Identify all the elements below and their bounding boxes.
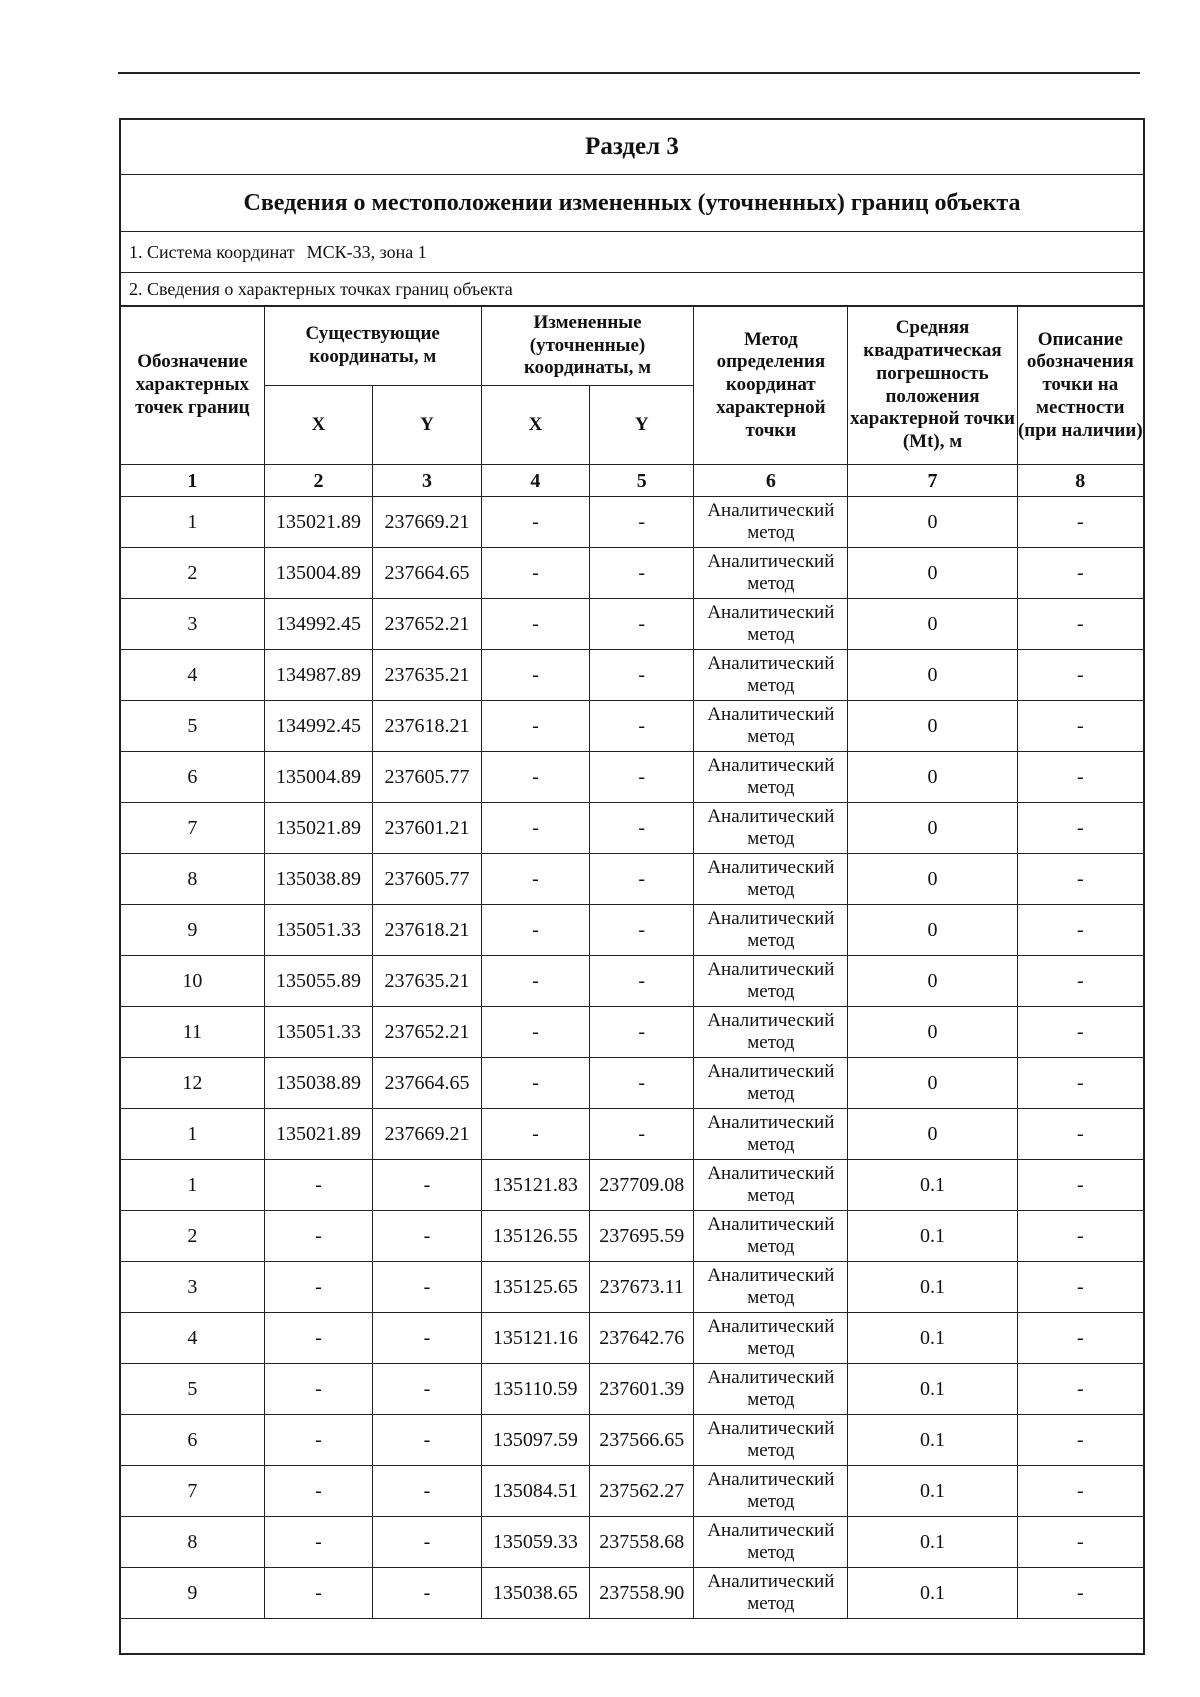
coord-system-value: МСК-33, зона 1	[306, 241, 427, 262]
column-number: 4	[481, 465, 589, 497]
existing-x-cell: -	[264, 1262, 372, 1313]
column-number: 3	[373, 465, 482, 497]
table-row	[121, 1313, 1143, 1364]
point-description-cell: -	[1017, 701, 1143, 752]
point-designation-cell: 8	[121, 854, 264, 905]
point-designation-cell: 1	[121, 1160, 264, 1211]
table-row	[121, 1109, 1143, 1160]
existing-y-cell: 237652.21	[373, 1007, 482, 1058]
existing-y-cell: 237605.77	[373, 752, 482, 803]
method-cell: Аналитический метод	[694, 650, 848, 701]
existing-y-cell: -	[373, 1364, 482, 1415]
method-cell: Аналитический метод	[694, 599, 848, 650]
point-description-cell: -	[1017, 854, 1143, 905]
changed-y-cell: -	[590, 905, 694, 956]
mean-error-cell: 0.1	[848, 1466, 1017, 1517]
point-designation-cell: 4	[121, 1313, 264, 1364]
existing-x-cell: 135038.89	[264, 1058, 372, 1109]
mean-error-cell: 0	[848, 1058, 1017, 1109]
changed-x-cell: 135038.65	[481, 1568, 589, 1619]
point-description-cell: -	[1017, 1109, 1143, 1160]
changed-x-cell: 135110.59	[481, 1364, 589, 1415]
mean-error-cell: 0	[848, 1007, 1017, 1058]
changed-x-cell: -	[481, 956, 589, 1007]
table-row	[121, 1160, 1143, 1211]
method-cell: Аналитический метод	[694, 1313, 848, 1364]
mean-error-cell: 0	[848, 1109, 1017, 1160]
changed-y-cell: 237601.39	[590, 1364, 694, 1415]
point-designation-cell: 6	[121, 752, 264, 803]
existing-y-cell: 237635.21	[373, 650, 482, 701]
empty-cell	[121, 1619, 1143, 1654]
table-row	[121, 1058, 1143, 1109]
changed-y-cell: 237642.76	[590, 1313, 694, 1364]
existing-y-cell: -	[373, 1517, 482, 1568]
table-row	[121, 599, 1143, 650]
point-designation-cell: 2	[121, 548, 264, 599]
changed-y-cell: -	[590, 956, 694, 1007]
changed-y-cell: 237558.68	[590, 1517, 694, 1568]
existing-y-cell: -	[373, 1262, 482, 1313]
mean-error-cell: 0	[848, 956, 1017, 1007]
method-cell: Аналитический метод	[694, 854, 848, 905]
column-number: 1	[121, 465, 264, 497]
method-cell: Аналитический метод	[694, 956, 848, 1007]
method-cell: Аналитический метод	[694, 1568, 848, 1619]
existing-x-cell: -	[264, 1568, 372, 1619]
changed-y-cell: -	[590, 599, 694, 650]
changed-x-cell: -	[481, 752, 589, 803]
point-designation-cell: 11	[121, 1007, 264, 1058]
method-cell: Аналитический метод	[694, 1517, 848, 1568]
header-changed: Измененные (уточненные) координаты, м	[481, 307, 694, 386]
column-number: 2	[264, 465, 372, 497]
method-cell: Аналитический метод	[694, 1007, 848, 1058]
point-designation-cell: 3	[121, 1262, 264, 1313]
table-row	[121, 1262, 1143, 1313]
coord-system-label: 1. Система координат	[129, 241, 295, 262]
table-row	[121, 1211, 1143, 1262]
existing-x-cell: 134987.89	[264, 650, 372, 701]
point-description-cell: -	[1017, 1364, 1143, 1415]
changed-y-cell: -	[590, 752, 694, 803]
changed-x-cell: -	[481, 905, 589, 956]
changed-y-cell: -	[590, 650, 694, 701]
existing-x-cell: 134992.45	[264, 599, 372, 650]
column-number: 6	[694, 465, 848, 497]
point-designation-cell: 3	[121, 599, 264, 650]
mean-error-cell: 0	[848, 854, 1017, 905]
changed-y-cell: 237709.08	[590, 1160, 694, 1211]
changed-x-cell: -	[481, 497, 589, 548]
existing-x-cell: -	[264, 1313, 372, 1364]
existing-x-cell: 135004.89	[264, 752, 372, 803]
table-row	[121, 956, 1143, 1007]
existing-x-cell: 135004.89	[264, 548, 372, 599]
existing-y-cell: -	[373, 1313, 482, 1364]
existing-y-cell: 237669.21	[373, 497, 482, 548]
existing-x-cell: 135051.33	[264, 1007, 372, 1058]
changed-y-cell: 237562.27	[590, 1466, 694, 1517]
changed-y-cell: 237558.90	[590, 1568, 694, 1619]
existing-y-cell: 237605.77	[373, 854, 482, 905]
changed-y-cell: -	[590, 497, 694, 548]
header-description: Описание обозначения точки на местности (при наличии)	[1017, 307, 1143, 465]
changed-y-cell: -	[590, 1007, 694, 1058]
mean-error-cell: 0.1	[848, 1517, 1017, 1568]
mean-error-cell: 0	[848, 701, 1017, 752]
table-row	[121, 1568, 1143, 1619]
point-designation-cell: 2	[121, 1211, 264, 1262]
existing-y-cell: 237652.21	[373, 599, 482, 650]
mean-error-cell: 0	[848, 497, 1017, 548]
point-description-cell: -	[1017, 548, 1143, 599]
changed-y-cell: -	[590, 548, 694, 599]
existing-y-cell: -	[373, 1568, 482, 1619]
point-description-cell: -	[1017, 1568, 1143, 1619]
header-designation: Обозначение характерных точек границ	[121, 307, 264, 465]
table-row	[121, 1007, 1143, 1058]
section-subtitle: Сведения о местоположении измененных (уточненных) границ объекта	[121, 175, 1143, 232]
method-cell: Аналитический метод	[694, 1211, 848, 1262]
section-sheet	[119, 118, 1145, 1655]
mean-error-cell: 0.1	[848, 1262, 1017, 1313]
points-info-line: 2. Сведения о характерных точках границ объекта	[121, 273, 1143, 306]
changed-y-cell: -	[590, 854, 694, 905]
mean-error-cell: 0	[848, 599, 1017, 650]
coord-system-line	[121, 232, 1143, 273]
existing-y-cell: 237635.21	[373, 956, 482, 1007]
existing-x-cell: -	[264, 1415, 372, 1466]
method-cell: Аналитический метод	[694, 1160, 848, 1211]
header-rule	[118, 72, 1140, 74]
changed-y-cell: -	[590, 803, 694, 854]
table-row	[121, 1466, 1143, 1517]
existing-x-cell: -	[264, 1466, 372, 1517]
point-designation-cell: 8	[121, 1517, 264, 1568]
method-cell: Аналитический метод	[694, 752, 848, 803]
method-cell: Аналитический метод	[694, 1109, 848, 1160]
changed-y-cell: -	[590, 701, 694, 752]
existing-y-cell: -	[373, 1211, 482, 1262]
mean-error-cell: 0	[848, 548, 1017, 599]
column-number-row	[121, 465, 1143, 497]
point-description-cell: -	[1017, 599, 1143, 650]
mean-error-cell: 0.1	[848, 1364, 1017, 1415]
section-title: Раздел 3	[121, 120, 1143, 175]
changed-x-cell: -	[481, 701, 589, 752]
point-description-cell: -	[1017, 1262, 1143, 1313]
mean-error-cell: 0.1	[848, 1568, 1017, 1619]
changed-y-cell: 237566.65	[590, 1415, 694, 1466]
empty-row	[121, 1619, 1143, 1654]
point-designation-cell: 1	[121, 1109, 264, 1160]
method-cell: Аналитический метод	[694, 1058, 848, 1109]
existing-y-cell: 237601.21	[373, 803, 482, 854]
point-designation-cell: 6	[121, 1415, 264, 1466]
existing-y-cell: -	[373, 1415, 482, 1466]
point-designation-cell: 10	[121, 956, 264, 1007]
point-description-cell: -	[1017, 1160, 1143, 1211]
table-row	[121, 1364, 1143, 1415]
point-description-cell: -	[1017, 650, 1143, 701]
point-designation-cell: 4	[121, 650, 264, 701]
header-existing-x: X	[264, 386, 372, 465]
column-number: 5	[590, 465, 694, 497]
table-row	[121, 701, 1143, 752]
existing-y-cell: 237664.65	[373, 548, 482, 599]
changed-x-cell: 135097.59	[481, 1415, 589, 1466]
mean-error-cell: 0	[848, 905, 1017, 956]
existing-x-cell: -	[264, 1160, 372, 1211]
existing-x-cell: -	[264, 1364, 372, 1415]
existing-x-cell: 135038.89	[264, 854, 372, 905]
point-description-cell: -	[1017, 1007, 1143, 1058]
point-designation-cell: 5	[121, 701, 264, 752]
existing-x-cell: 134992.45	[264, 701, 372, 752]
points-table	[121, 306, 1143, 1653]
table-row	[121, 650, 1143, 701]
method-cell: Аналитический метод	[694, 1262, 848, 1313]
changed-y-cell: 237673.11	[590, 1262, 694, 1313]
changed-x-cell: 135121.83	[481, 1160, 589, 1211]
changed-x-cell: -	[481, 548, 589, 599]
point-designation-cell: 7	[121, 1466, 264, 1517]
existing-x-cell: 135021.89	[264, 803, 372, 854]
mean-error-cell: 0.1	[848, 1415, 1017, 1466]
point-designation-cell: 9	[121, 905, 264, 956]
point-designation-cell: 7	[121, 803, 264, 854]
mean-error-cell: 0.1	[848, 1160, 1017, 1211]
table-row	[121, 548, 1143, 599]
changed-x-cell: -	[481, 854, 589, 905]
changed-x-cell: 135126.55	[481, 1211, 589, 1262]
existing-x-cell: 135055.89	[264, 956, 372, 1007]
existing-x-cell: -	[264, 1517, 372, 1568]
point-description-cell: -	[1017, 497, 1143, 548]
point-designation-cell: 9	[121, 1568, 264, 1619]
point-description-cell: -	[1017, 1313, 1143, 1364]
changed-x-cell: -	[481, 803, 589, 854]
point-designation-cell: 5	[121, 1364, 264, 1415]
existing-y-cell: -	[373, 1466, 482, 1517]
method-cell: Аналитический метод	[694, 701, 848, 752]
existing-x-cell: 135021.89	[264, 1109, 372, 1160]
existing-y-cell: 237618.21	[373, 905, 482, 956]
table-row	[121, 854, 1143, 905]
existing-y-cell: 237618.21	[373, 701, 482, 752]
mean-error-cell: 0	[848, 803, 1017, 854]
point-description-cell: -	[1017, 752, 1143, 803]
existing-x-cell: 135051.33	[264, 905, 372, 956]
header-changed-y: Y	[590, 386, 694, 465]
point-description-cell: -	[1017, 1211, 1143, 1262]
mean-error-cell: 0.1	[848, 1313, 1017, 1364]
method-cell: Аналитический метод	[694, 905, 848, 956]
existing-y-cell: -	[373, 1160, 482, 1211]
table-row	[121, 1517, 1143, 1568]
mean-error-cell: 0	[848, 650, 1017, 701]
method-cell: Аналитический метод	[694, 803, 848, 854]
table-row	[121, 752, 1143, 803]
mean-error-cell: 0	[848, 752, 1017, 803]
changed-y-cell: -	[590, 1109, 694, 1160]
point-designation-cell: 1	[121, 497, 264, 548]
changed-x-cell: 135059.33	[481, 1517, 589, 1568]
header-existing-y: Y	[373, 386, 482, 465]
point-description-cell: -	[1017, 803, 1143, 854]
table-row	[121, 497, 1143, 548]
changed-x-cell: -	[481, 599, 589, 650]
changed-x-cell: 135125.65	[481, 1262, 589, 1313]
points-table-body	[121, 497, 1143, 1619]
existing-x-cell: -	[264, 1211, 372, 1262]
column-number: 7	[848, 465, 1017, 497]
existing-x-cell: 135021.89	[264, 497, 372, 548]
changed-x-cell: 135084.51	[481, 1466, 589, 1517]
header-changed-x: X	[481, 386, 589, 465]
header-existing: Существующие координаты, м	[264, 307, 481, 386]
method-cell: Аналитический метод	[694, 548, 848, 599]
point-description-cell: -	[1017, 905, 1143, 956]
point-designation-cell: 12	[121, 1058, 264, 1109]
changed-y-cell: 237695.59	[590, 1211, 694, 1262]
mean-error-cell: 0.1	[848, 1211, 1017, 1262]
method-cell: Аналитический метод	[694, 1466, 848, 1517]
changed-x-cell: -	[481, 650, 589, 701]
point-description-cell: -	[1017, 1517, 1143, 1568]
point-description-cell: -	[1017, 1058, 1143, 1109]
point-description-cell: -	[1017, 1466, 1143, 1517]
table-row	[121, 1415, 1143, 1466]
existing-y-cell: 237664.65	[373, 1058, 482, 1109]
method-cell: Аналитический метод	[694, 1364, 848, 1415]
changed-x-cell: 135121.16	[481, 1313, 589, 1364]
table-row	[121, 905, 1143, 956]
table-row	[121, 803, 1143, 854]
changed-x-cell: -	[481, 1058, 589, 1109]
column-number: 8	[1017, 465, 1143, 497]
point-description-cell: -	[1017, 1415, 1143, 1466]
changed-y-cell: -	[590, 1058, 694, 1109]
header-error: Средняя квадратическая погрешность положения характерной точки (Mt), м	[848, 307, 1017, 465]
changed-x-cell: -	[481, 1109, 589, 1160]
header-method: Метод определения координат характерной точки	[694, 307, 848, 465]
existing-y-cell: 237669.21	[373, 1109, 482, 1160]
method-cell: Аналитический метод	[694, 497, 848, 548]
method-cell: Аналитический метод	[694, 1415, 848, 1466]
point-description-cell: -	[1017, 956, 1143, 1007]
changed-x-cell: -	[481, 1007, 589, 1058]
